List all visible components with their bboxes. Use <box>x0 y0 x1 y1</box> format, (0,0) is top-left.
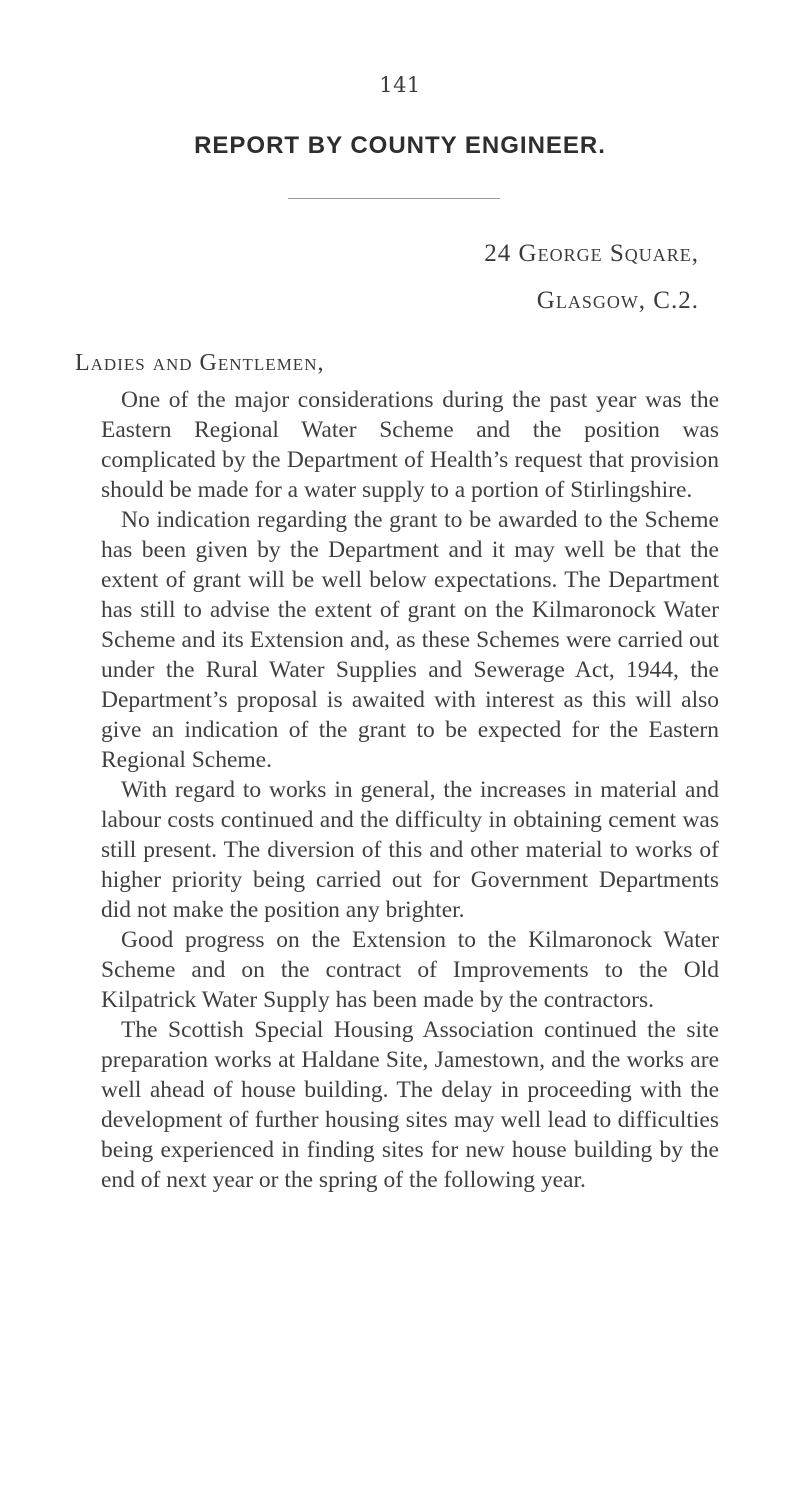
report-body <box>101 385 719 1195</box>
address-line-2: Glasgow, C.2. <box>536 287 699 314</box>
salutation: Ladies and Gentlemen, <box>75 350 325 376</box>
report-title: REPORT BY COUNTY ENGINEER. <box>194 132 606 159</box>
title-divider <box>288 198 500 199</box>
paragraph-3: With regard to works in general, the increases in material and labour costs continued and the difficulty in obtaining cement was still present. The diversion of this and other material to works of higher priority being carried out for Government Departments did not make the position any brighter. <box>101 777 719 923</box>
paragraph-4: Good progress on the Extension to the Kilmaronock Water Scheme and on the contract of Improvements to the Old Kilpatrick Water Supply has been made by the contractors. <box>101 927 719 1013</box>
address-line-1: 24 George Square, <box>484 240 699 267</box>
paragraph-2: No indication regarding the grant to be awarded to the Scheme has been given by the Department and it may well be that the extent of grant will be well below expectations. The Department has still to advise the extent of grant on the Kilmaronock Water Scheme and its Extension and, as these Schemes were carried out under the Rural Water Supplies and Sewerage Act, 1944, the Department’s proposal is awaited with interest as this will also give an indication of the grant to be expected for the Eastern Regional Scheme. <box>101 507 719 773</box>
paragraph-1: One of the major considerations during the past year was the Eastern Regional Water Scheme and the position was complicated by the Department of Health’s request that provision should be made for a water supply to a portion of Stirlingshire. <box>101 387 719 503</box>
paragraph-5: The Scottish Special Housing Association continued the site preparation works at Haldane Site, Jamestown, and the works are well ahead of house building. The delay in proceeding with the development of further housing sites may well lead to difficulties being experienced in finding sites for new house building by the end of next year or the spring of the following year. <box>101 1017 719 1193</box>
page-number: 141 <box>379 73 421 97</box>
